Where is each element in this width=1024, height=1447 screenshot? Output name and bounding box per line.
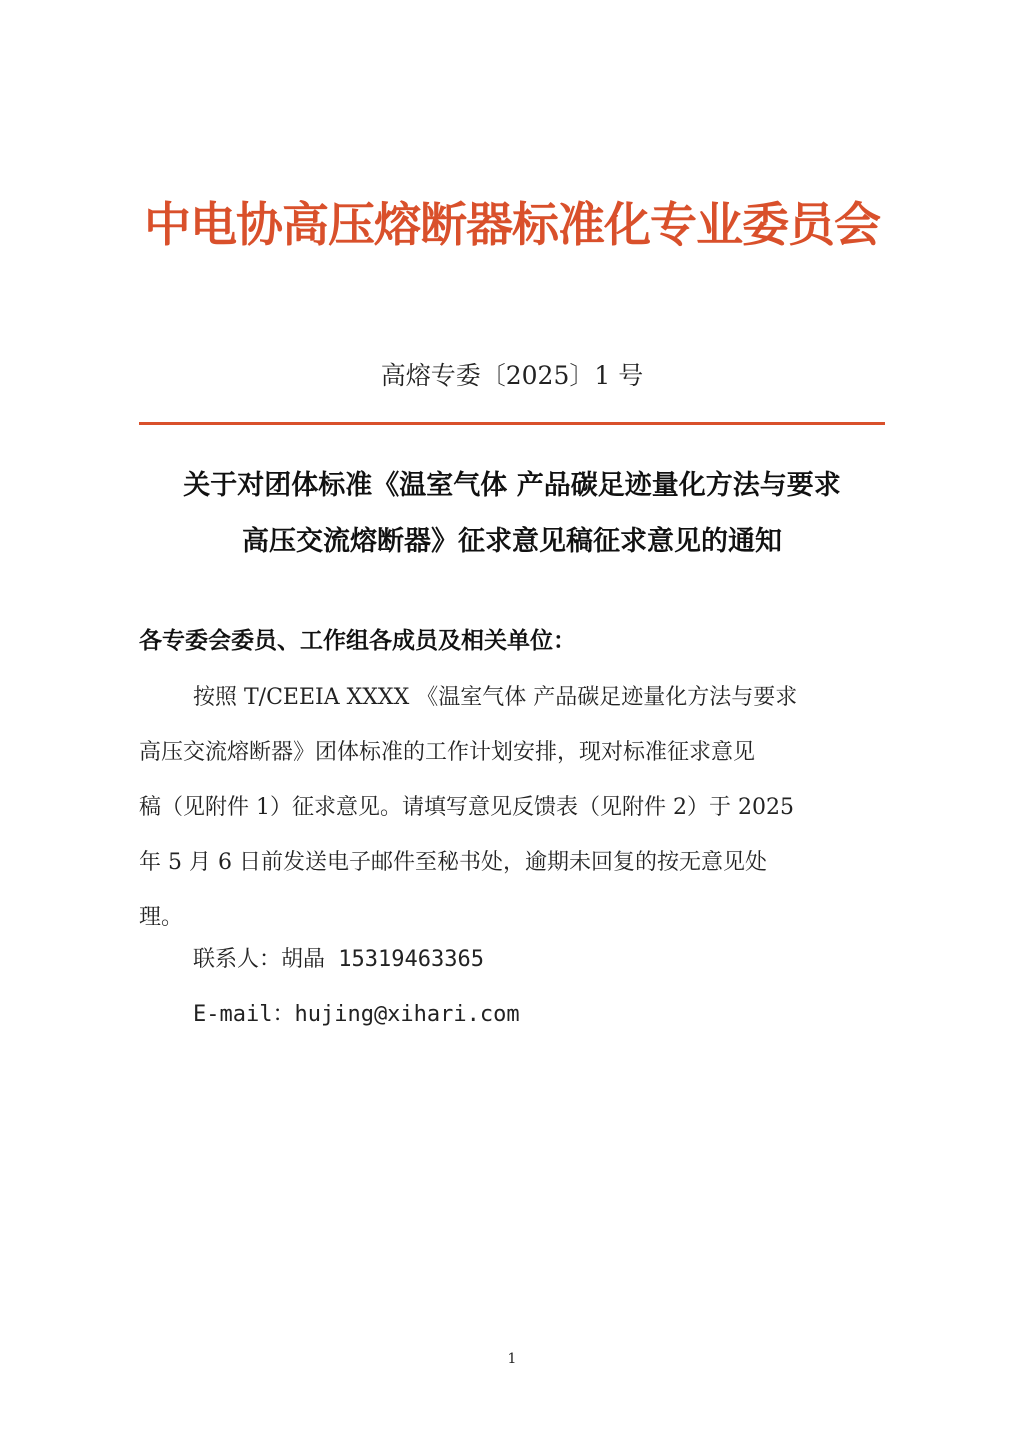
contact-email[interactable]: E-mail：hujing@xihari.com	[193, 1002, 520, 1027]
notice-title-line-2: 高压交流熔断器》征求意见稿征求意见的通知	[242, 526, 782, 557]
body-line: 理。	[139, 905, 184, 930]
red-divider-line	[139, 422, 885, 425]
body-line: 按照 T/CEEIA XXXX 《温室气体 产品碳足迹量化方法与要求	[193, 685, 798, 710]
contact-person: 联系人：胡晶 15319463365	[193, 947, 484, 972]
contact-block	[193, 932, 520, 1042]
body-line: 高压交流熔断器》团体标准的工作计划安排，现对标准征求意见	[139, 740, 756, 765]
document-number: 高熔专委〔2025〕1 号	[380, 361, 644, 390]
notice-title-line-1: 关于对团体标准《温室气体 产品碳足迹量化方法与要求	[183, 470, 841, 501]
page-number: 1	[507, 1351, 517, 1367]
salutation: 各专委会委员、工作组各成员及相关单位：	[139, 628, 576, 654]
organization-header: 中电协高压熔断器标准化专业委员会	[144, 198, 880, 253]
body-paragraph	[139, 670, 907, 945]
body-line: 稿（见附件 1）征求意见。请填写意见反馈表（见附件 2）于 2025	[139, 795, 794, 820]
notice-title	[120, 458, 904, 570]
body-line: 年 5 月 6 日前发送电子邮件至秘书处，逾期未回复的按无意见处	[139, 850, 767, 875]
